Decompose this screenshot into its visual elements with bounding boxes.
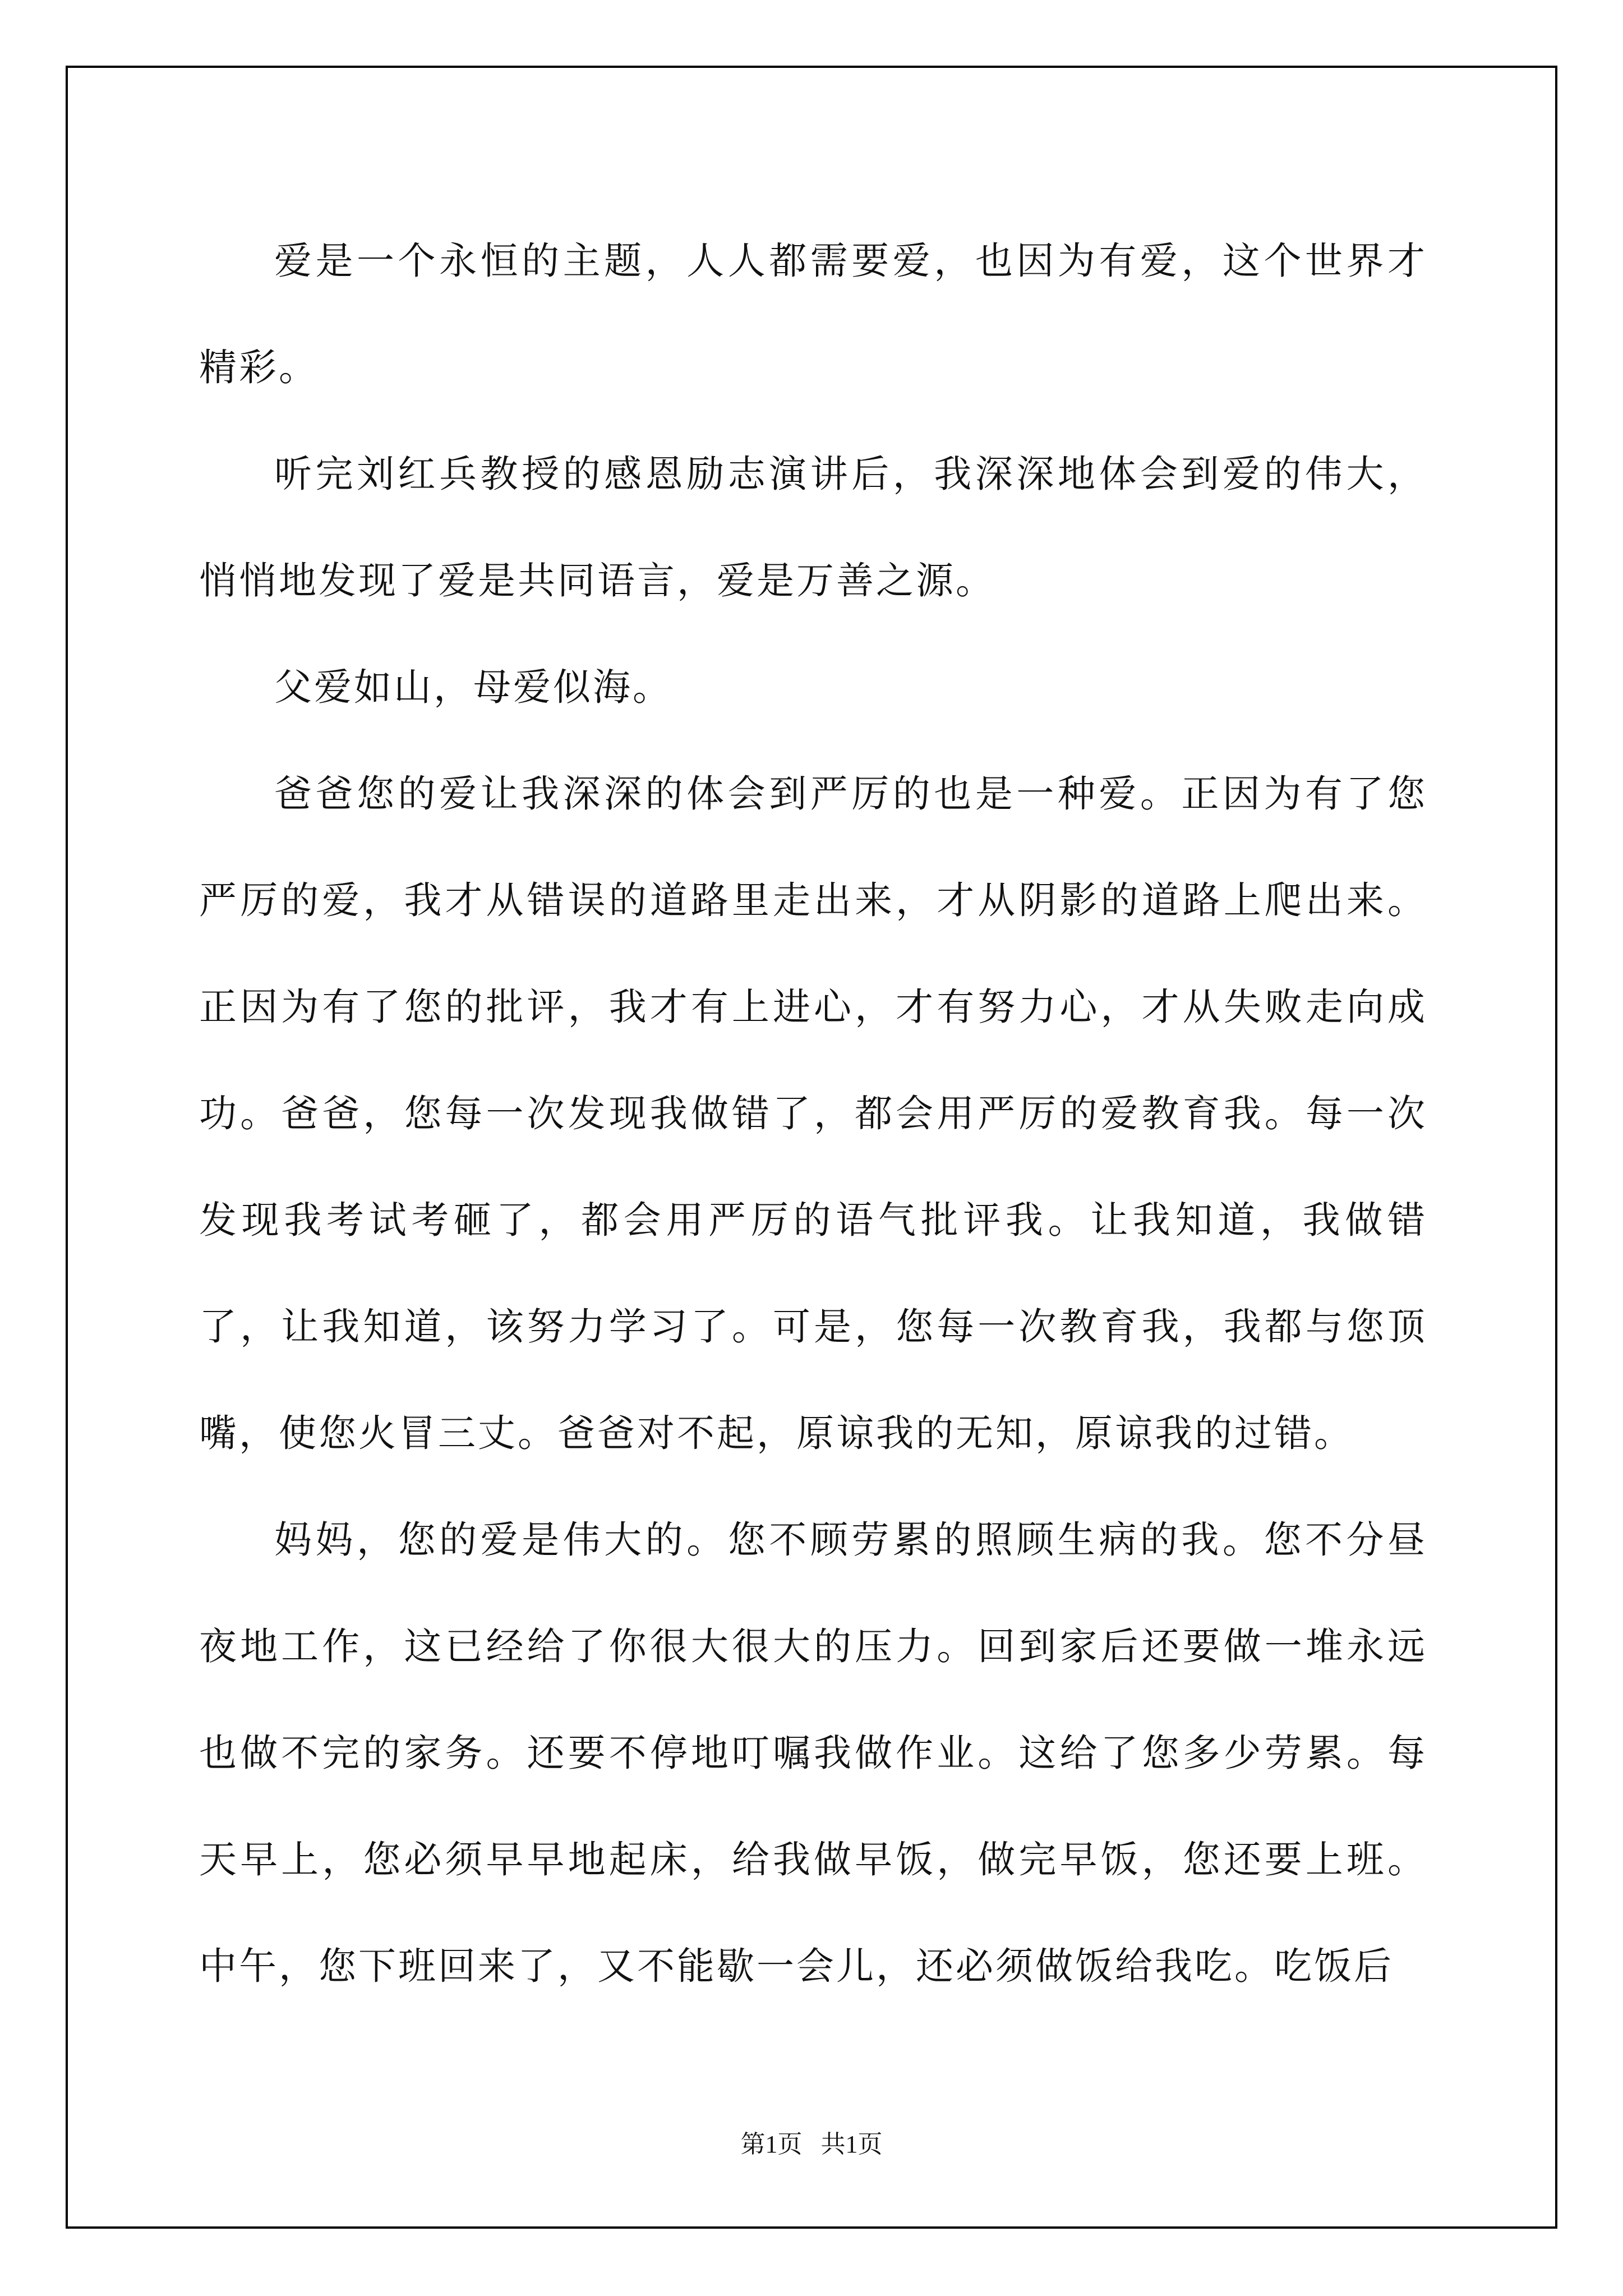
paragraph-mother: 妈妈，您的爱是伟大的。您不顾劳累的照顾生病的我。您不分昼夜地工作，这已经给了你很大很大的压力。回到家后还要做一堆永远也做不完的家务。还要不停地叮嘱我做作业。这给了您多少劳累。每天早上，您必须早早地起床，给我做早饭，做完早饭，您还要上班。中午，您下班回来了，又不能歇一会儿，还必须做饭给我吃。吃饭后	[199, 1518, 1427, 1988]
page-number: 第1页 共1页	[740, 2131, 883, 2158]
paragraph-father: 爸爸您的爱让我深深的体会到严厉的也是一种爱。正因为有了您严厉的爱，我才从错误的道路里走出来，才从阴影的道路上爬出来。正因为有了您的批评，我才有上进心，才有努力心，才从失败走向成功。爸爸，您每一次发现我做错了，都会用严厉的爱教育我。每一次发现我考试考砸了，都会用严厉的语气批评我。让我知道，我做错了，让我知道，该努力学习了。可是，您每一次教育我，我都与您顶嘴，使您火冒三丈。爸爸对不起，原谅我的无知，原谅我的过错。	[199, 772, 1427, 1455]
paragraph-intro: 爱是一个永恒的主题，人人都需要爱，也因为有爱，这个世界才精彩。	[199, 239, 1427, 389]
paragraph-parents: 父爱如山，母爱似海。	[274, 665, 672, 709]
document-body	[199, 208, 1427, 2019]
paragraph-lecture: 听完刘红兵教授的感恩励志演讲后，我深深地体会到爱的伟大，悄悄地发现了爱是共同语言，爱是万善之源。	[199, 452, 1427, 602]
